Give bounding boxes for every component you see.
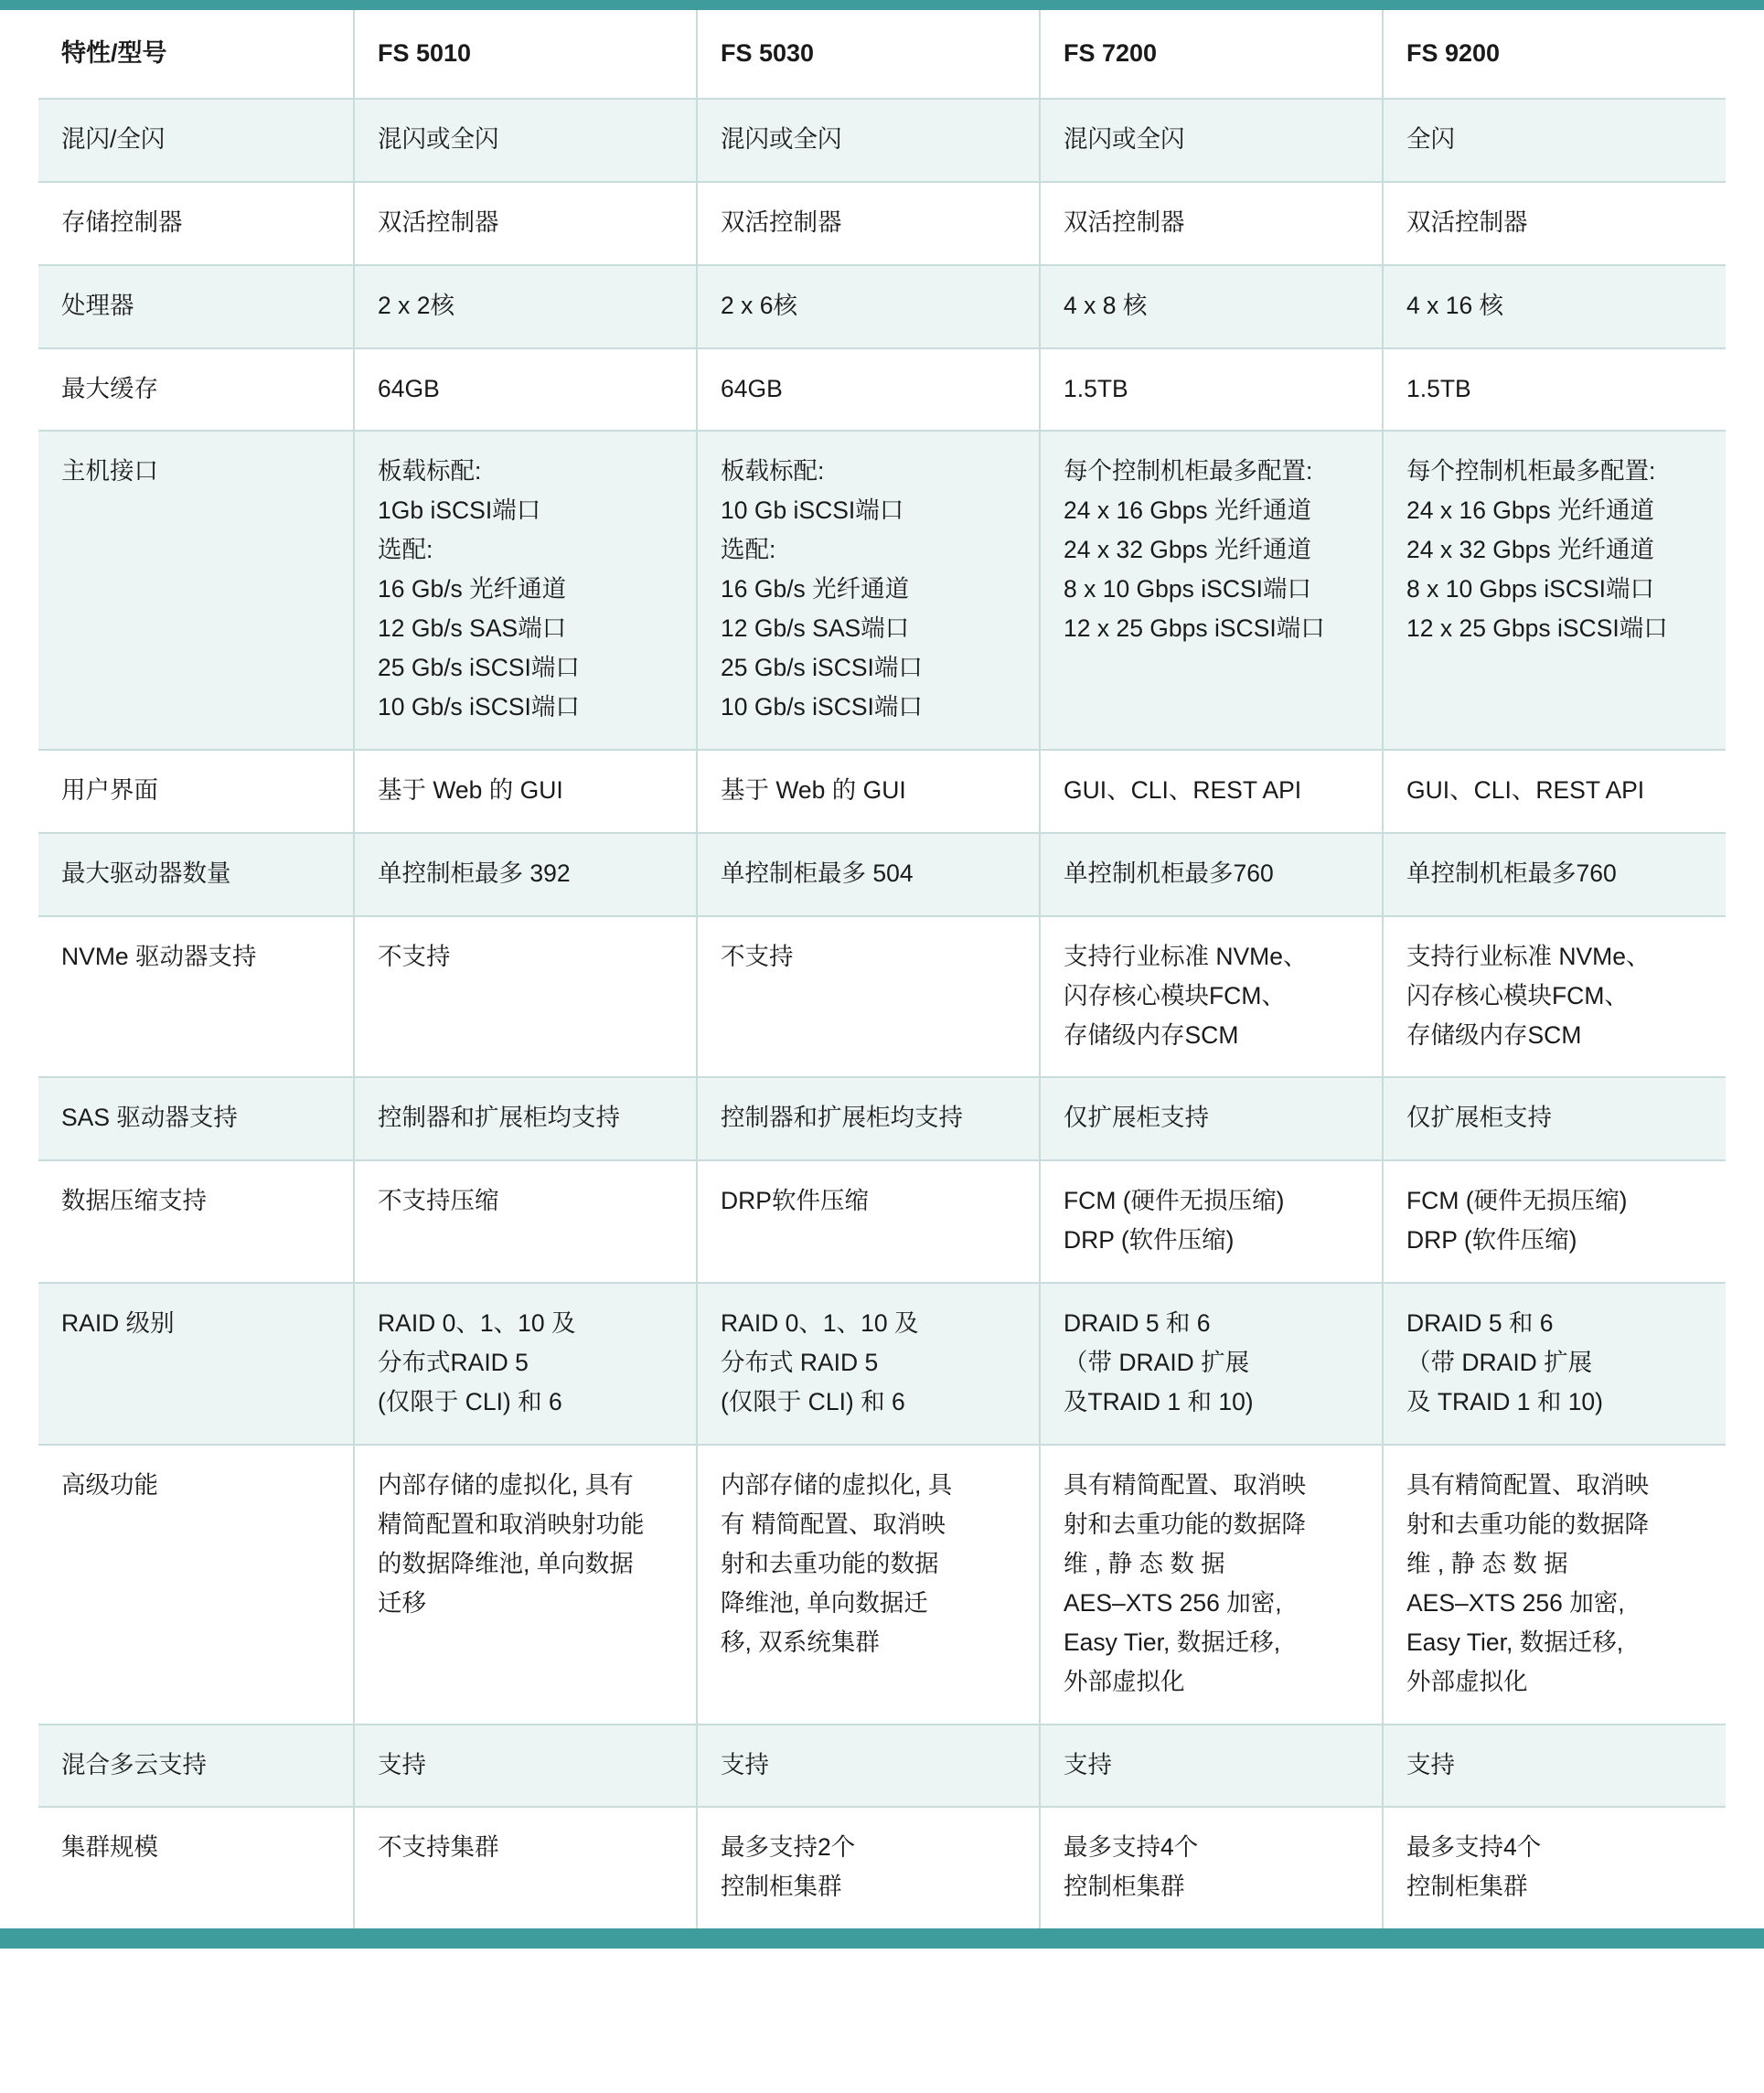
table-row xyxy=(38,1725,1726,1808)
table-cell xyxy=(1040,833,1383,916)
table-cell xyxy=(1040,265,1383,348)
cell-line: 及 TRAID 1 和 10) xyxy=(1406,1388,1603,1416)
cell-line: 混闪或全闪 xyxy=(378,124,499,153)
cell-line: 双活控制器 xyxy=(1064,208,1185,236)
cell-line: 存储级内存SCM xyxy=(1406,1020,1582,1049)
table-cell xyxy=(1383,265,1726,348)
cell-line: 10 Gb/s iSCSI端口 xyxy=(378,692,580,721)
row-feature-label: 数据压缩支持 xyxy=(38,1160,354,1283)
cell-line: 最多支持4个 xyxy=(1064,1833,1199,1862)
table-row xyxy=(38,265,1726,348)
column-header-feature: 特性/型号 xyxy=(38,10,354,99)
cell-line: 4 x 16 核 xyxy=(1406,291,1504,319)
cell-line: 16 Gb/s 光纤通道 xyxy=(378,575,567,603)
column-header-fs7200: FS 7200 xyxy=(1040,10,1383,99)
row-feature-label: SAS 驱动器支持 xyxy=(38,1077,354,1160)
cell-line: 最多支持2个 xyxy=(721,1833,856,1862)
cell-line: 外部虚拟化 xyxy=(1064,1667,1185,1695)
cell-line: 8 x 10 Gbps iSCSI端口 xyxy=(1406,575,1654,603)
table-cell xyxy=(1040,348,1383,432)
table-cell xyxy=(354,1077,697,1160)
cell-line: 单控制柜最多 392 xyxy=(378,859,571,887)
cell-line: 25 Gb/s iSCSI端口 xyxy=(378,654,580,682)
row-feature-label: 存储控制器 xyxy=(38,182,354,265)
table-cell xyxy=(1040,916,1383,1078)
table-cell xyxy=(1040,1160,1383,1283)
table-cell xyxy=(1383,99,1726,182)
table-cell xyxy=(1040,1077,1383,1160)
table-cell xyxy=(1383,1445,1726,1725)
cell-line: 存储级内存SCM xyxy=(1064,1020,1239,1049)
table-row xyxy=(38,750,1726,833)
cell-line: 具有精简配置、取消映 xyxy=(1064,1471,1306,1500)
cell-line: 12 Gb/s SAS端口 xyxy=(378,614,567,643)
table-cell xyxy=(1040,750,1383,833)
table-cell xyxy=(1383,1160,1726,1283)
table-cell xyxy=(1040,182,1383,265)
cell-line: 闪存核心模块FCM、 xyxy=(1064,981,1286,1009)
table-cell xyxy=(1040,1445,1383,1725)
cell-line: 24 x 32 Gbps 光纤通道 xyxy=(1064,536,1311,564)
cell-line: DRP (软件压缩) xyxy=(1064,1226,1235,1255)
cell-line: 单控制机柜最多760 xyxy=(1406,859,1617,887)
cell-line: 维 , 静 态 数 据 xyxy=(1064,1549,1225,1577)
table-cell xyxy=(697,750,1040,833)
cell-line: 射和去重功能的数据降 xyxy=(1406,1510,1649,1538)
top-accent-bar xyxy=(0,0,1764,10)
cell-line: 仅扩展柜支持 xyxy=(1064,1104,1209,1132)
cell-line: DRAID 5 和 6 xyxy=(1406,1309,1554,1338)
cell-line: 射和去重功能的数据降 xyxy=(1064,1510,1306,1538)
cell-line: 支持 xyxy=(721,1750,769,1778)
table-cell xyxy=(1383,833,1726,916)
table-cell xyxy=(1383,431,1726,749)
table-header-row xyxy=(38,10,1726,99)
cell-line: 支持 xyxy=(1406,1750,1455,1778)
row-feature-label: RAID 级别 xyxy=(38,1283,354,1445)
cell-line: 10 Gb iSCSI端口 xyxy=(721,497,904,525)
cell-line: 每个控制机柜最多配置: xyxy=(1064,457,1313,486)
cell-line: 选配: xyxy=(721,536,776,564)
row-feature-label: 用户界面 xyxy=(38,750,354,833)
table-cell xyxy=(697,265,1040,348)
table-cell xyxy=(1383,1283,1726,1445)
cell-line: 1.5TB xyxy=(1406,374,1471,402)
table-row xyxy=(38,1160,1726,1283)
cell-line: (仅限于 CLI) 和 6 xyxy=(378,1388,562,1416)
cell-line: 双活控制器 xyxy=(378,208,499,236)
table-cell xyxy=(697,182,1040,265)
cell-line: 12 x 25 Gbps iSCSI端口 xyxy=(1406,614,1668,643)
cell-line: 12 Gb/s SAS端口 xyxy=(721,614,910,643)
table-cell xyxy=(1040,431,1383,749)
cell-line: 不支持压缩 xyxy=(378,1187,499,1215)
table-cell xyxy=(1383,750,1726,833)
cell-line: 每个控制机柜最多配置: xyxy=(1406,457,1656,486)
cell-line: 1.5TB xyxy=(1064,374,1128,402)
cell-line: GUI、CLI、REST API xyxy=(1406,775,1645,804)
table-row xyxy=(38,1807,1726,1928)
cell-line: AES–XTS 256 加密, xyxy=(1064,1588,1282,1617)
cell-line: 外部虚拟化 xyxy=(1406,1667,1528,1695)
cell-line: 10 Gb/s iSCSI端口 xyxy=(721,692,923,721)
table-row xyxy=(38,916,1726,1078)
cell-line: 25 Gb/s iSCSI端口 xyxy=(721,654,923,682)
cell-line: 64GB xyxy=(378,374,440,402)
cell-line: 64GB xyxy=(721,374,783,402)
cell-line: 12 x 25 Gbps iSCSI端口 xyxy=(1064,614,1325,643)
cell-line: 混闪或全闪 xyxy=(721,124,842,153)
cell-line: RAID 0、1、10 及 xyxy=(378,1309,576,1338)
cell-line: 分布式 RAID 5 xyxy=(721,1349,879,1377)
table-row xyxy=(38,1283,1726,1445)
table-row xyxy=(38,833,1726,916)
cell-line: 仅扩展柜支持 xyxy=(1406,1104,1552,1132)
table-cell xyxy=(1383,1807,1726,1928)
cell-line: 支持 xyxy=(1064,1750,1112,1778)
cell-line: 维 , 静 态 数 据 xyxy=(1406,1549,1568,1577)
cell-line: 24 x 16 Gbps 光纤通道 xyxy=(1406,497,1654,525)
cell-line: 选配: xyxy=(378,536,433,564)
cell-line: 不支持 xyxy=(721,942,794,970)
table-row xyxy=(38,1445,1726,1725)
cell-line: 控制柜集群 xyxy=(721,1873,842,1901)
table-cell xyxy=(697,1807,1040,1928)
row-feature-label: 高级功能 xyxy=(38,1445,354,1725)
cell-line: 基于 Web 的 GUI xyxy=(721,775,906,804)
table-cell xyxy=(697,833,1040,916)
table-cell xyxy=(354,1807,697,1928)
cell-line: DRAID 5 和 6 xyxy=(1064,1309,1211,1338)
cell-line: （带 DRAID 扩展 xyxy=(1064,1349,1250,1377)
cell-line: 混闪或全闪 xyxy=(1064,124,1185,153)
cell-line: 全闪 xyxy=(1406,124,1455,153)
cell-line: 支持 xyxy=(378,1750,426,1778)
cell-line: 8 x 10 Gbps iSCSI端口 xyxy=(1064,575,1311,603)
cell-line: 控制柜集群 xyxy=(1064,1873,1185,1901)
table-cell xyxy=(1383,1725,1726,1808)
cell-line: 内部存储的虚拟化, 具有 xyxy=(378,1471,634,1500)
table-row xyxy=(38,431,1726,749)
table-row xyxy=(38,99,1726,182)
table-cell xyxy=(1383,1077,1726,1160)
table-cell xyxy=(354,1160,697,1283)
cell-line: 最多支持4个 xyxy=(1406,1833,1542,1862)
cell-line: 板载标配: xyxy=(378,457,482,486)
cell-line: Easy Tier, 数据迁移, xyxy=(1406,1628,1624,1656)
cell-line: Easy Tier, 数据迁移, xyxy=(1064,1628,1281,1656)
cell-line: 分布式RAID 5 xyxy=(378,1349,529,1377)
table-cell xyxy=(354,1445,697,1725)
column-header-fs5030: FS 5030 xyxy=(697,10,1040,99)
cell-line: 板载标配: xyxy=(721,457,825,486)
table-cell xyxy=(354,1283,697,1445)
table-row xyxy=(38,182,1726,265)
cell-line: RAID 0、1、10 及 xyxy=(721,1309,919,1338)
table-cell xyxy=(697,1283,1040,1445)
table-cell xyxy=(354,265,697,348)
cell-line: 射和去重功能的数据 xyxy=(721,1549,939,1577)
cell-line: 的数据降维池, 单向数据 xyxy=(378,1549,634,1577)
table-cell xyxy=(354,1725,697,1808)
table-cell xyxy=(1383,348,1726,432)
table-cell xyxy=(1040,1807,1383,1928)
table-cell xyxy=(354,99,697,182)
table-cell xyxy=(697,431,1040,749)
cell-line: 2 x 6核 xyxy=(721,291,797,319)
row-feature-label: 主机接口 xyxy=(38,431,354,749)
row-feature-label: 最大驱动器数量 xyxy=(38,833,354,916)
cell-line: GUI、CLI、REST API xyxy=(1064,775,1302,804)
table-cell xyxy=(697,99,1040,182)
cell-line: 1Gb iSCSI端口 xyxy=(378,497,541,525)
table-cell xyxy=(354,431,697,749)
row-feature-label: NVMe 驱动器支持 xyxy=(38,916,354,1078)
cell-line: 控制柜集群 xyxy=(1406,1873,1528,1901)
cell-line: 内部存储的虚拟化, 具 xyxy=(721,1471,953,1500)
table-cell xyxy=(697,1445,1040,1725)
row-feature-label: 最大缓存 xyxy=(38,348,354,432)
cell-line: 16 Gb/s 光纤通道 xyxy=(721,575,910,603)
table-row xyxy=(38,348,1726,432)
table-cell xyxy=(697,1725,1040,1808)
table-body xyxy=(38,99,1726,1929)
cell-line: AES–XTS 256 加密, xyxy=(1406,1588,1625,1617)
row-feature-label: 混合多云支持 xyxy=(38,1725,354,1808)
table-row xyxy=(38,1077,1726,1160)
table-cell xyxy=(697,348,1040,432)
cell-line: 不支持 xyxy=(378,942,451,970)
row-feature-label: 处理器 xyxy=(38,265,354,348)
cell-line: 降维池, 单向数据迁 xyxy=(721,1588,928,1617)
cell-line: 闪存核心模块FCM、 xyxy=(1406,981,1629,1009)
cell-line: DRP软件压缩 xyxy=(721,1187,869,1215)
cell-line: 双活控制器 xyxy=(721,208,842,236)
cell-line: 不支持集群 xyxy=(378,1833,499,1862)
cell-line: 精简配置和取消映射功能 xyxy=(378,1510,645,1538)
cell-line: 双活控制器 xyxy=(1406,208,1528,236)
cell-line: 及TRAID 1 和 10) xyxy=(1064,1388,1254,1416)
cell-line: 迁移 xyxy=(378,1588,426,1617)
cell-line: 有 精简配置、取消映 xyxy=(721,1510,946,1538)
table-cell xyxy=(697,916,1040,1078)
cell-line: 支持行业标准 NVMe、 xyxy=(1406,942,1651,970)
table-cell xyxy=(354,182,697,265)
cell-line: FCM (硬件无损压缩) xyxy=(1064,1187,1285,1215)
table-cell xyxy=(1040,1725,1383,1808)
table-cell xyxy=(1383,916,1726,1078)
product-comparison-table xyxy=(38,10,1726,1928)
cell-line: FCM (硬件无损压缩) xyxy=(1406,1187,1628,1215)
row-feature-label: 混闪/全闪 xyxy=(38,99,354,182)
table-cell xyxy=(354,916,697,1078)
column-header-fs5010: FS 5010 xyxy=(354,10,697,99)
cell-line: 单控制柜最多 504 xyxy=(721,859,914,887)
cell-line: 支持行业标准 NVMe、 xyxy=(1064,942,1308,970)
column-header-fs9200: FS 9200 xyxy=(1383,10,1726,99)
table-cell xyxy=(1383,182,1726,265)
cell-line: （带 DRAID 扩展 xyxy=(1406,1349,1593,1377)
table-cell xyxy=(697,1077,1040,1160)
cell-line: 基于 Web 的 GUI xyxy=(378,775,563,804)
cell-line: 单控制机柜最多760 xyxy=(1064,859,1274,887)
table-cell xyxy=(354,750,697,833)
cell-line: (仅限于 CLI) 和 6 xyxy=(721,1388,905,1416)
table-cell xyxy=(1040,1283,1383,1445)
cell-line: 具有精简配置、取消映 xyxy=(1406,1471,1649,1500)
table-cell xyxy=(697,1160,1040,1283)
cell-line: 控制器和扩展柜均支持 xyxy=(721,1104,963,1132)
table-cell xyxy=(354,348,697,432)
cell-line: DRP (软件压缩) xyxy=(1406,1226,1577,1255)
cell-line: 2 x 2核 xyxy=(378,291,454,319)
table-cell xyxy=(354,833,697,916)
cell-line: 24 x 32 Gbps 光纤通道 xyxy=(1406,536,1654,564)
cell-line: 控制器和扩展柜均支持 xyxy=(378,1104,620,1132)
cell-line: 移, 双系统集群 xyxy=(721,1628,880,1656)
row-feature-label: 集群规模 xyxy=(38,1807,354,1928)
bottom-accent-bar xyxy=(0,1928,1764,1949)
cell-line: 24 x 16 Gbps 光纤通道 xyxy=(1064,497,1311,525)
table-cell xyxy=(1040,99,1383,182)
cell-line: 4 x 8 核 xyxy=(1064,291,1148,319)
